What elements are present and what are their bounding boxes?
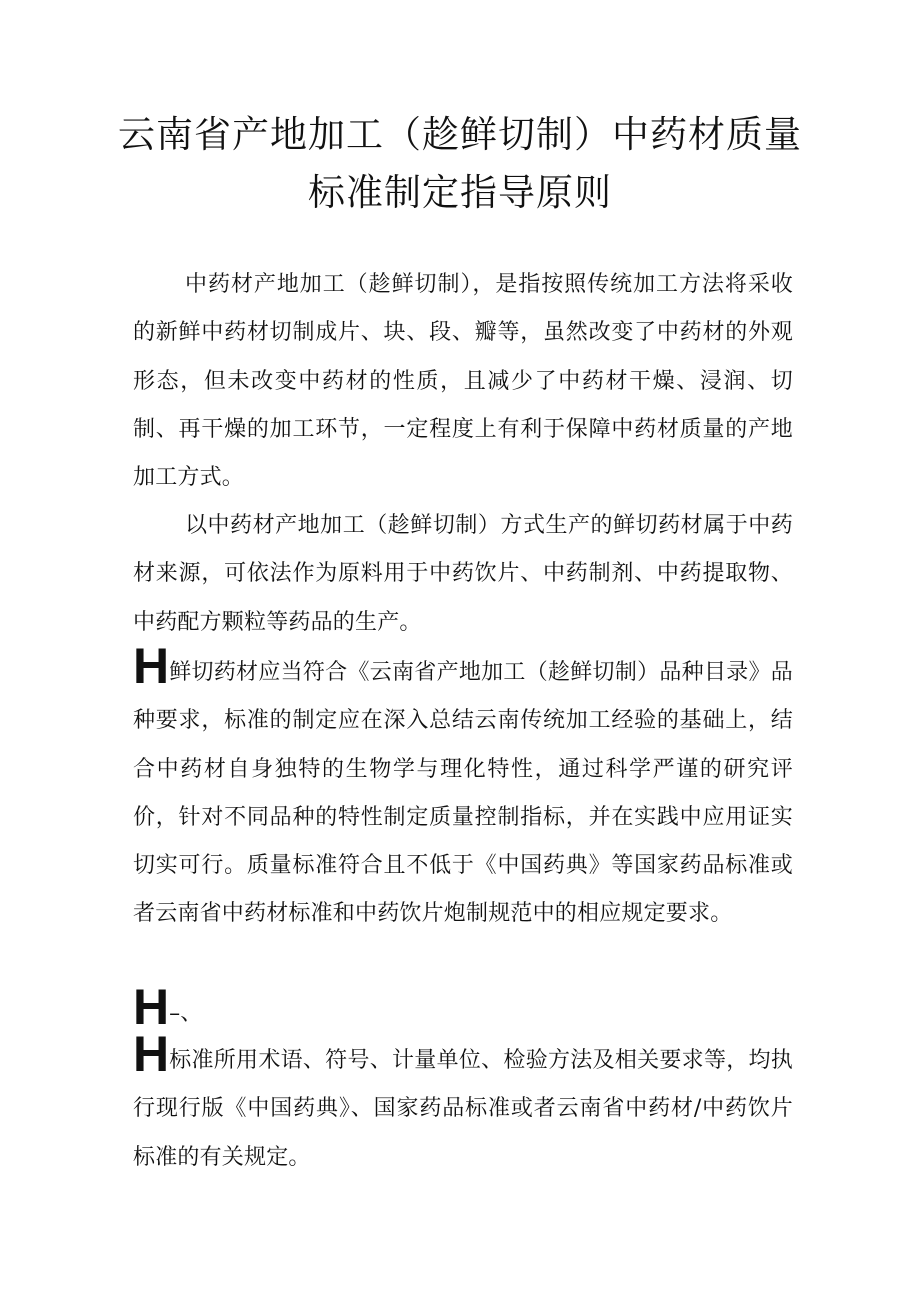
paragraph-terminology-text: 标准所用术语、符号、计量单位、检验方法及相关要求等，均执行现行版《中国药典》、国家药品标准或者云南省中药材/中药饮片标准的有关规定。	[133, 1048, 793, 1170]
section-marker: H	[133, 979, 169, 1035]
section-heading-text: –、	[169, 1001, 203, 1026]
paragraph-requirements-text: 鲜切药材应当符合《云南省产地加工（趁鲜切制）品种目录》品种要求，标准的制定应在深入总结云南传统加工经验的基础上，结合中药材自身独特的生物学与理化特性，通过科学严谨的研究评价，针对不同品种的特性制定质量控制指标，并在实践中应用证实切实可行。质量标准符合且不低于《中国药典》等国家药品标准或者云南省中药材标准和中药饮片炮制规范中的相应规定要求。	[133, 660, 793, 927]
section-heading	[133, 979, 793, 1038]
paragraph-terminology	[133, 1026, 793, 1182]
document-title-line-2: 标准制定指导原则	[308, 171, 612, 214]
paragraph-requirements	[133, 638, 793, 939]
document-title-line-1: 云南省产地加工（趁鲜切制）中药材质量	[118, 113, 802, 156]
paragraph-source: 以中药材产地加工（趁鲜切制）方式生产的鲜切药材属于中药材来源，可依法作为原料用于中药饮片、中药制剂、中药提取物、中药配方颗粒等药品的生产。	[133, 513, 793, 635]
section-marker: H	[133, 638, 169, 694]
section-marker: H	[133, 1026, 169, 1082]
paragraph-definition: 中药材产地加工（趁鲜切制），是指按照传统加工方法将采收的新鲜中药材切制成片、块、段、瓣等，虽然改变了中药材的外观形态，但未改变中药材的性质，且减少了中药材干燥、浸润、切制、再干燥的加工环节，一定程度上有利于保障中药材质量的产地加工方式。	[133, 272, 793, 491]
